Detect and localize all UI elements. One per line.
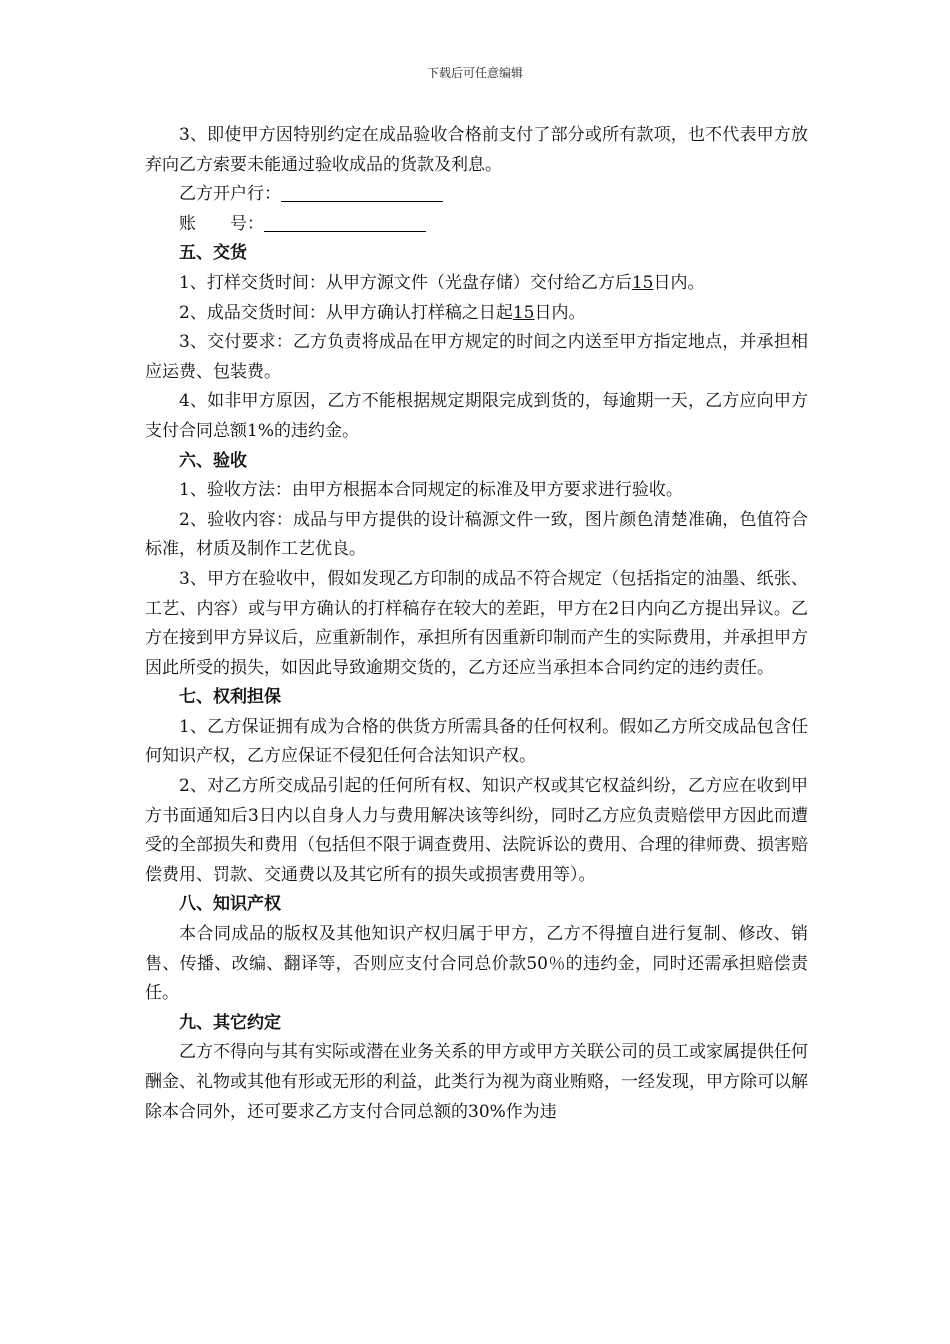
clause-6-3: 3、甲方在验收中，假如发现乙方印制的成品不符合规定（包括指定的油墨、纸张、工艺、内容）或与甲方确认的打样稿存在较大的差距，甲方在2日内向乙方提出异议。乙方在接到甲方异议后，应重新制作，承担所有因重新印制而产生的实际费用，并承担甲方因此所受的损失，如因此导致逾期交货的，乙方还应当承担本合同约定的违约责任。 <box>145 568 808 678</box>
delivery-days-value: 15 <box>512 302 535 323</box>
clause-5-2 <box>145 299 808 329</box>
section-heading-5: 五、交货 <box>179 243 247 264</box>
clause-6-1: 1、验收方法：由甲方根据本合同规定的标准及甲方要求进行验收。 <box>179 480 683 501</box>
page-header: 下载后可任意编辑 <box>426 66 523 80</box>
clause-5-3: 3、交付要求：乙方负责将成品在甲方规定的时间之内送至甲方指定地点，并承担相应运费、包装费。 <box>145 332 808 382</box>
bank-field <box>145 180 808 210</box>
clause-5-2-suffix: 日内。 <box>534 302 586 323</box>
clause-5-2-text: 2、成品交货时间：从甲方确认打样稿之日起 <box>179 302 513 323</box>
section-heading-9: 九、其它约定 <box>179 1012 281 1033</box>
section-heading-6: 六、验收 <box>179 450 247 471</box>
clause-5-1-suffix: 日内。 <box>653 272 705 293</box>
clause-6-2: 2、验收内容：成品与甲方提供的设计稿源文件一致，图片颜色清楚准确，色值符合标准，材质及制作工艺优良。 <box>145 509 808 560</box>
clause-5-1 <box>145 269 808 299</box>
account-input-line[interactable] <box>264 214 426 232</box>
section-heading-7: 七、权利担保 <box>179 687 281 708</box>
clause-7-1: 1、乙方保证拥有成为合格的供货方所需具备的任何权利。假如乙方所交成品包含任何知识产权，乙方应保证不侵犯任何合法知识产权。 <box>145 716 808 767</box>
clause-8: 本合同成品的版权及其他知识产权归属于甲方，乙方不得擅自进行复制、修改、销售、传播、改编、翻译等，否则应支付合同总价款50％的违约金，同时还需承担赔偿责任。 <box>145 924 808 1004</box>
section-heading-8: 八、知识产权 <box>179 894 281 915</box>
clause-5-4: 4、如非甲方原因，乙方不能根据规定期限完成到货的，每逾期一天，乙方应向甲方支付合同总额1%的违约金。 <box>145 391 808 441</box>
sample-days-value: 15 <box>631 272 654 293</box>
clause-7-2: 2、对乙方所交成品引起的任何所有权、知识产权或其它权益纠纷，乙方应在收到甲方书面通知后3日内以自身人力与费用解决该等纠纷，同时乙方应负责赔偿甲方因此而遭受的全部损失和费用（包括但不限于调查费用、法院诉讼的费用、合理的律师费、损害赔偿费用、罚款、交通费以及其它所有的损失或损害费用等）。 <box>145 776 808 885</box>
account-field <box>145 210 808 240</box>
clause-9: 乙方不得向与其有实际或潜在业务关系的甲方或甲方关联公司的员工或家属提供任何酬金、礼物或其他有形或无形的利益，此类行为视为商业贿赂，一经发现，甲方除可以解除本合同外，还可要求乙方支付合同总额的30%作为违 <box>145 1042 808 1122</box>
contract-body <box>145 121 808 1127</box>
bank-input-line[interactable] <box>281 184 443 202</box>
clause-4-3: 3、即使甲方因特别约定在成品验收合格前支付了部分或所有款项，也不代表甲方放弃向乙方索要未能通过验收成品的货款及利息。 <box>145 125 808 175</box>
clause-5-1-text: 1、打样交货时间：从甲方源文件（光盘存储）交付给乙方后 <box>179 272 632 293</box>
bank-label: 乙方开户行： <box>179 184 281 205</box>
account-label: 账 号： <box>179 213 264 234</box>
